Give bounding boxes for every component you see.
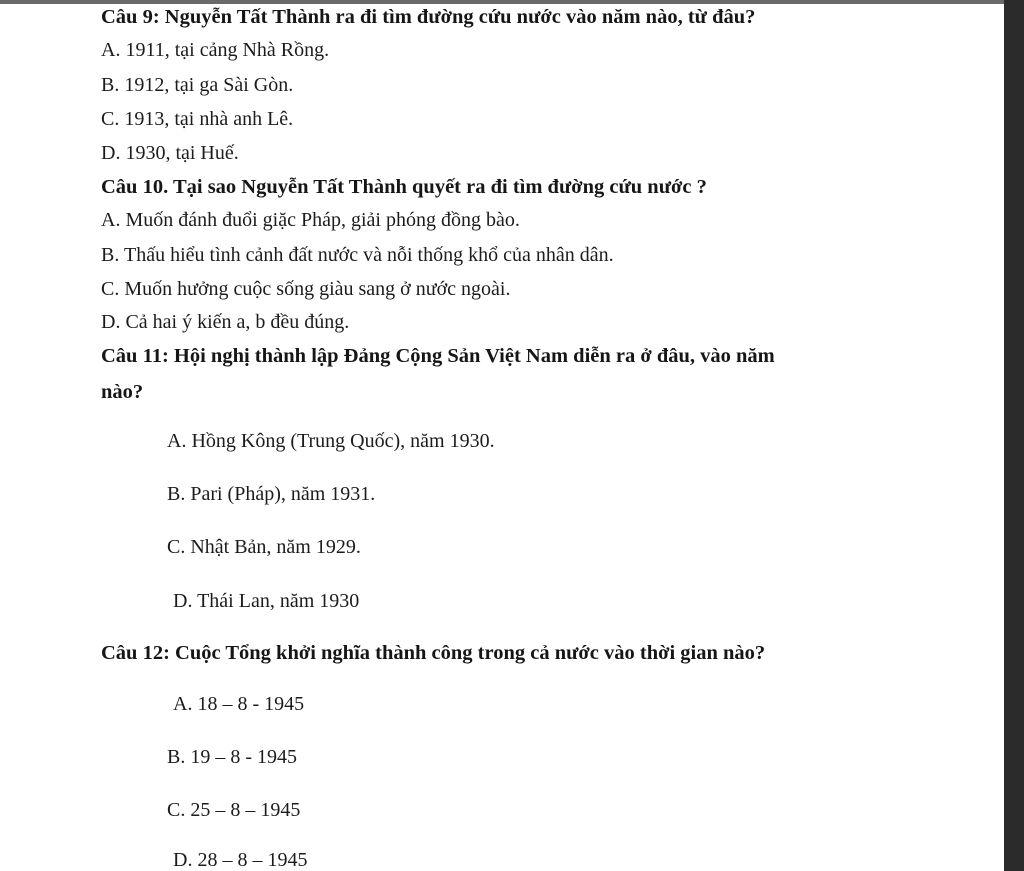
- question-9-option-d: D. 1930, tại Huế.: [101, 142, 239, 164]
- question-12-option-a: A. 18 – 8 - 1945: [173, 693, 305, 715]
- question-9-option-c: C. 1913, tại nhà anh Lê.: [101, 108, 294, 130]
- question-12-option-c: C. 25 – 8 – 1945: [167, 799, 301, 821]
- question-10-option-d: D. Cả hai ý kiến a, b đều đúng.: [101, 311, 350, 333]
- question-11-option-b: B. Pari (Pháp), năm 1931.: [167, 483, 376, 505]
- viewer-dark-margin: [1004, 0, 1024, 871]
- question-9-option-b: B. 1912, tại ga Sài Gòn.: [101, 74, 294, 96]
- question-9-title: Câu 9: Nguyễn Tất Thành ra đi tìm đường cứu nước vào năm nào, từ đâu?: [101, 6, 756, 28]
- question-11-option-c: C. Nhật Bản, năm 1929.: [167, 536, 361, 558]
- question-10-option-b: B. Thấu hiểu tình cảnh đất nước và nỗi thống khổ của nhân dân.: [101, 244, 614, 266]
- question-11-title-line2: nào?: [101, 381, 144, 403]
- question-12-title: Câu 12: Cuộc Tổng khởi nghĩa thành công trong cả nước vào thời gian nào?: [101, 642, 766, 664]
- question-11-title-line1: Câu 11: Hội nghị thành lập Đảng Cộng Sản Việt Nam diễn ra ở đâu, vào năm: [101, 345, 775, 367]
- question-9-option-a: A. 1911, tại cảng Nhà Rồng.: [101, 39, 330, 61]
- question-10-title: Câu 10. Tại sao Nguyễn Tất Thành quyết ra đi tìm đường cứu nước ?: [101, 176, 707, 198]
- question-12-option-d: D. 28 – 8 – 1945: [173, 849, 308, 871]
- question-10-option-c: C. Muốn hưởng cuộc sống giàu sang ở nước ngoài.: [101, 278, 511, 300]
- question-10-option-a: A. Muốn đánh đuổi giặc Pháp, giải phóng đồng bào.: [101, 209, 520, 231]
- question-12-option-b: B. 19 – 8 - 1945: [167, 746, 297, 768]
- question-11-option-d: D. Thái Lan, năm 1930: [173, 590, 360, 612]
- question-11-option-a: A. Hồng Kông (Trung Quốc), năm 1930.: [167, 430, 495, 452]
